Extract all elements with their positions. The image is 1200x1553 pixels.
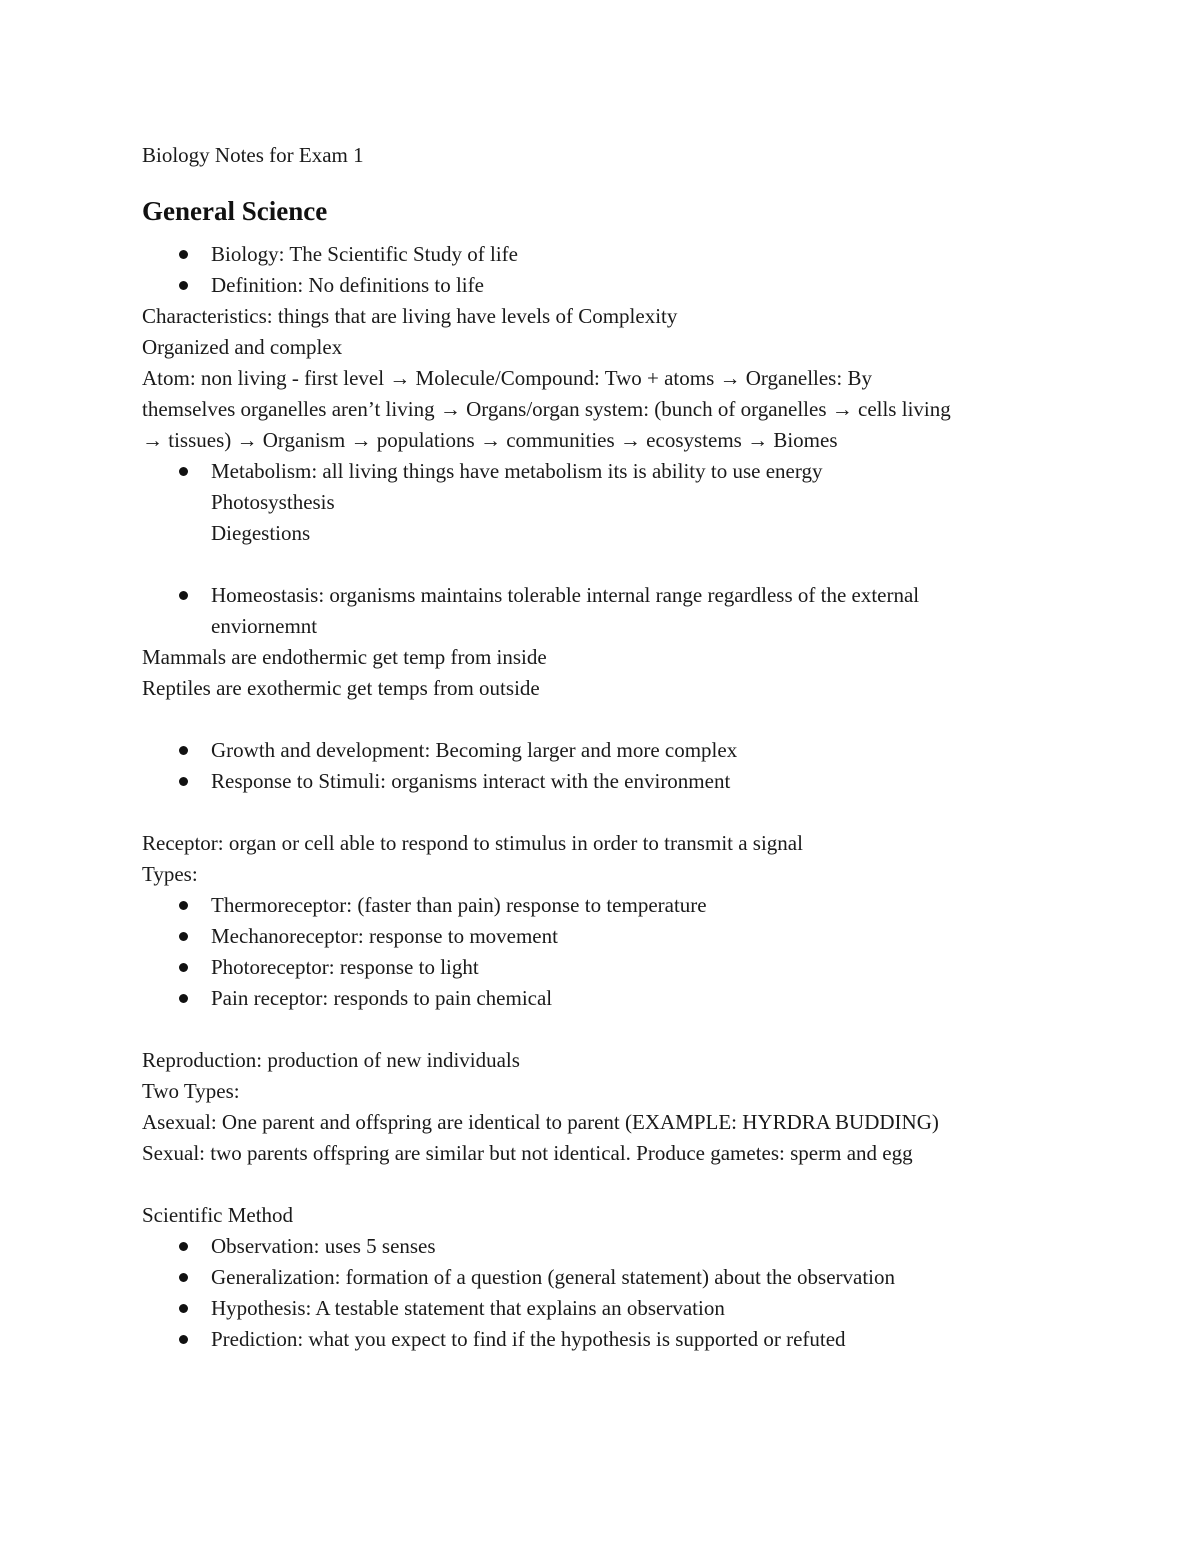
blank-line <box>142 1014 1062 1045</box>
reproduction-text: Reproduction: production of new individuals <box>142 1048 520 1072</box>
bullet-icon <box>179 777 188 786</box>
blank-line <box>142 797 1062 828</box>
list-item: Generalization: formation of a question (general statement) about the observation <box>142 1262 1062 1293</box>
bullet-icon <box>179 932 188 941</box>
list-item: Growth and development: Becoming larger and more complex <box>142 735 1062 766</box>
list-item: Observation: uses 5 senses <box>142 1231 1062 1262</box>
sub-item: enviornemnt <box>211 614 318 638</box>
mammals-text: Mammals are endothermic get temp from inside <box>142 645 547 669</box>
sexual-text: Sexual: two parents offspring are similar but not identical. Produce gametes: sperm and egg <box>142 1141 913 1165</box>
bullet-icon <box>179 467 188 476</box>
receptor-text: Receptor: organ or cell able to respond to stimulus in order to transmit a signal <box>142 831 803 855</box>
list-item: Photoreceptor: response to light <box>142 952 1062 983</box>
blank-line <box>142 1169 1062 1200</box>
bullet-icon <box>179 746 188 755</box>
asexual-text: Asexual: One parent and offspring are identical to parent (EXAMPLE: HYRDRA BUDDING) <box>142 1110 939 1134</box>
list-item: Definition: No definitions to life <box>142 270 1062 301</box>
blank-line <box>142 549 1062 580</box>
list-item: Metabolism: all living things have metabolism its is ability to use energy <box>142 456 1062 487</box>
bullet-icon <box>179 1335 188 1344</box>
list-item: Homeostasis: organisms maintains tolerable internal range regardless of the external <box>142 580 1062 611</box>
homeostasis-list <box>142 580 1062 611</box>
list-item: Response to Stimuli: organisms interact with the environment <box>142 766 1062 797</box>
list-item: Biology: The Scientific Study of life <box>142 239 1062 270</box>
document-title: Biology Notes for Exam 1 <box>142 143 364 167</box>
types-label: Types: <box>142 862 198 886</box>
intro-list <box>142 239 1062 301</box>
bullet-icon <box>179 994 188 1003</box>
bullet-icon <box>179 281 188 290</box>
list-item: Hypothesis: A testable statement that explains an observation <box>142 1293 1062 1324</box>
hierarchy-line-3: → tissues) → Organism → populations → communities → ecosystems → Biomes <box>142 428 838 452</box>
method-list <box>142 1231 1062 1355</box>
hierarchy-line-2: themselves organelles aren’t living → Organs/organ system: (bunch of organelles → cells living <box>142 397 951 421</box>
bullet-icon <box>179 901 188 910</box>
list-item: Pain receptor: responds to pain chemical <box>142 983 1062 1014</box>
sub-item: Diegestions <box>211 521 311 545</box>
section-heading: General Science <box>142 196 328 226</box>
scientific-method-label: Scientific Method <box>142 1203 294 1227</box>
bullet-icon <box>179 1273 188 1282</box>
bullet-icon <box>179 250 188 259</box>
metabolism-list <box>142 456 1062 487</box>
bullet-icon <box>179 963 188 972</box>
bullet-icon <box>179 591 188 600</box>
characteristics-text: Characteristics: things that are living have levels of Complexity <box>142 304 678 328</box>
list-item: Prediction: what you expect to find if the hypothesis is supported or refuted <box>142 1324 1062 1355</box>
receptor-list <box>142 890 1062 1014</box>
two-types-label: Two Types: <box>142 1079 240 1103</box>
blank-line <box>142 704 1062 735</box>
sub-item: Photosysthesis <box>211 490 335 514</box>
growth-list <box>142 735 1062 797</box>
document-page <box>142 140 1062 1355</box>
hierarchy-line-1: Atom: non living - first level → Molecule/Compound: Two + atoms → Organelles: By <box>142 366 872 390</box>
organized-text: Organized and complex <box>142 335 343 359</box>
bullet-icon <box>179 1242 188 1251</box>
reptiles-text: Reptiles are exothermic get temps from outside <box>142 676 540 700</box>
list-item: Mechanoreceptor: response to movement <box>142 921 1062 952</box>
bullet-icon <box>179 1304 188 1313</box>
list-item: Thermoreceptor: (faster than pain) response to temperature <box>142 890 1062 921</box>
